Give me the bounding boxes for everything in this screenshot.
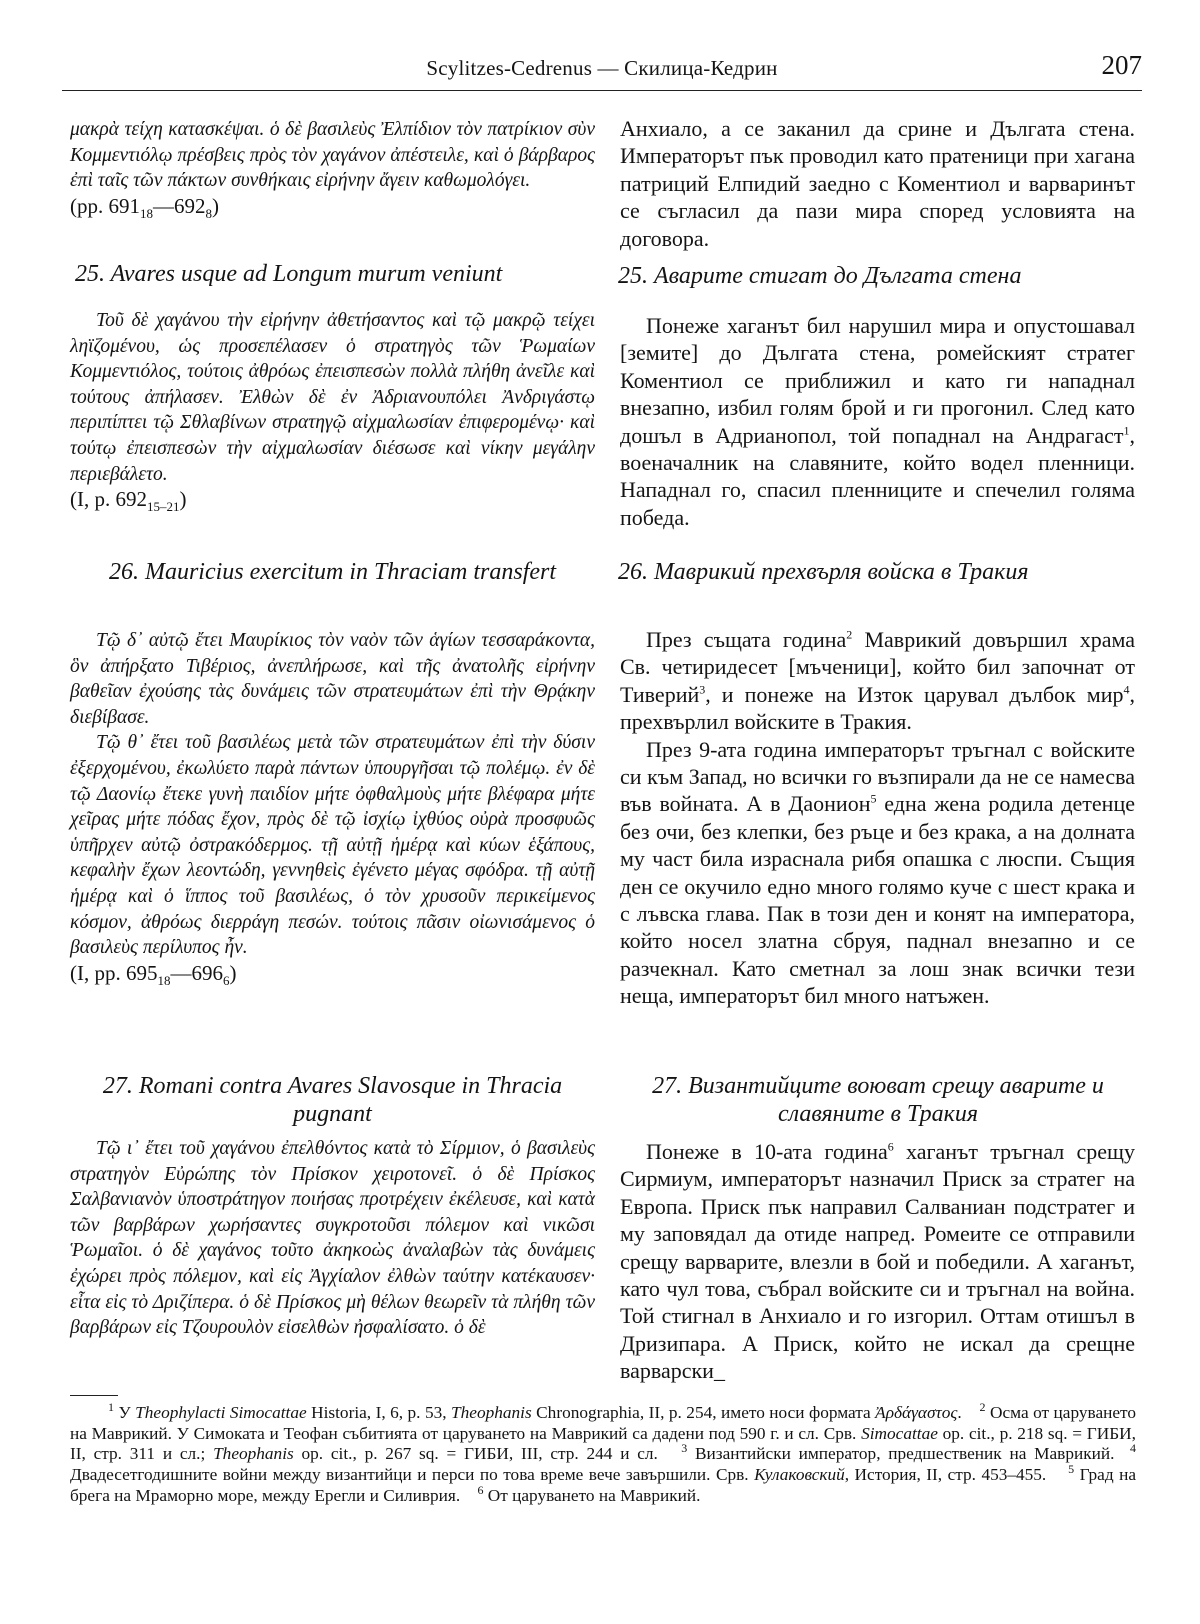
- bulgarian-section-26-para-1: През същата година$^2$ Маврикий довършил храма Св. четиридесет [мъченици], който бил започнат от Тиверий$^3$, и понеже на Изток царувал дълбок мир$^4$, прехвърлил войските в Тракия.: [620, 627, 1135, 735]
- bulgarian-intro-text: Анхиало, а се заканил да срине и Дългата стена. Императорът пък проводил като пратеници при хагана патриций Елпидий заедно с Коментиол и варваринът се съгласил да пази мира според условията на договора.: [620, 116, 1135, 251]
- section-25-bulgarian-title: 25. Аварите стигат до Дългата стена: [618, 263, 1022, 289]
- bulgarian-section-26-para-2: През 9-ата година императорът тръгнал с войските си към Запад, но всички го възпирали да не се намесва във войната. А в Даонион$^5$ една жена родила детенце без очи, без клепки, без ръце и без крака, а на долната му част била израснала рибя опашка с люспи. Същия ден се окучило едно много голямо куче с шест крака и с лъвска глава. Пак в този ден и конят на императора, който носел златна сбруя, паднал внезапно и се разчекнал. Като сметнал за лош знак всички тези неща, императорът бил много натъжен.: [620, 736, 1135, 1009]
- greek-section-26-para-1: Τῷ δ᾽ αὐτῷ ἔτει Μαυρίκιος τὸν ναὸν τῶν ἁγίων τεσσαράκοντα, ὃν ἀπήρξατο Τιβέριος, ἀνεπλήρωσε, καὶ τῆς ἀνατολῆς εἰρήνην βαθεῖαν ἐχούσης τὰς δυνάμεις τῶν στρατευμάτων ἐπὶ τὴν Θρᾴκην διεβίβασε.: [70, 630, 595, 728]
- bulgarian-section-27: [620, 1138, 1135, 1385]
- footnote-2-number: 2: [979, 1400, 986, 1415]
- greek-intro-reference: (pp. $691_{18}—692_8$): [70, 193, 219, 221]
- running-title: Scylitzes-Cedrenus — Скилица-Кедрин: [426, 56, 778, 80]
- footnote-marker-1: 1: [1123, 423, 1130, 438]
- footnote-marker-2: 2: [846, 627, 853, 642]
- section-25-latin-title: 25. Avares usque ad Longum murum veniunt: [75, 261, 503, 287]
- page-number: 207: [1101, 50, 1142, 80]
- greek-section-25: [70, 308, 595, 519]
- greek-section-26-para-2: Τῷ θ᾽ ἔτει τοῦ βασιλέως μετὰ τῶν στρατευμάτων ἐπὶ τὴν δύσιν ἐξερχομένου, ἐκωλύετο παρὰ πάντων ὑπουργῆσαι τῷ πολέμῳ. ἐν δὲ τῷ Δαονίῳ ἔτεκε γυνὴ παιδίον μήτε ὀφθαλμοὺς μήτε βλέφαρα μήτε χεῖρας μήτε πόδας ἔχον, πρὸς δὲ τῷ ἰσχίῳ ἰχθύος οὐρὰ προσφυῶς ὑπῆρχεν αὐτῷ ὀστρακόδερμος. τῇ αὐτῇ ἡμέρᾳ καὶ κύων ἑξάπους, κεφαλὴν ἔχων λεοντώδη, γεννηθεὶς ἐγένετο μέγας σφόδρα. τῇ αὐτῇ ἡμέρᾳ καὶ ὁ ἵππος τοῦ βασιλέως, ὁ τὸν χρυσοῦν περικείμενος κόσμον, ἀθρόως διερράγη πεσών. τούτοις πᾶσιν οἰωνισάμενος ὁ βασιλεὺς περίλυπος ἦν.: [70, 732, 595, 959]
- greek-intro-text: μακρὰ τείχη κατασκέψαι. ὁ δὲ βασιλεὺς Ἐλπίδιον τὸν πατρίκιον σὺν Κομμεντιόλῳ πρέσβεις πρὸς τὸν χαγάνον ἀπέστειλε, καὶ ὁ βάρβαρος ἐπὶ ταῖς τῶν πάκτων συνθήκαις εἰρήνην ἄγειν καθωμολόγει.: [70, 119, 595, 192]
- bulgarian-section-26: [620, 626, 1135, 1010]
- bulgarian-intro: [620, 115, 1135, 252]
- greek-section-25-text: Τοῦ δὲ χαγάνου τὴν εἰρήνην ἀθετήσαντος καὶ τῷ μακρῷ τείχει ληϊζομένου, ὡς προσεπέλασεν ὁ στρατηγὸς τῶν Ῥωμαίων Κομμεντιόλος, τούτοις ἀθρόως ἐπεισπεσὼν πολλὰ πλήθη ἀνεῖλε καὶ τούτους ἀπήλασεν. Ἐλθὼν δὲ ἐν Ἀδριανουπόλει Ἀνδριγάστῳ περιπίπτει τῷ Σθλαβίνων στρατηγῷ αἰχμαλωσίαν ἐπιφερομένῳ· καὶ τούτῳ ἐπεισπεσὼν τὴν αἰχμαλωσίαν διέσωσε καὶ νίκην μεγάλην περιεβάλετο.: [70, 310, 595, 485]
- footnote-divider: [70, 1395, 118, 1396]
- footnote-5-number: 5: [1068, 1462, 1075, 1477]
- greek-intro: [70, 117, 595, 226]
- footnote-marker-3: 3: [699, 682, 706, 697]
- greek-section-27-text: Τῷ ι᾽ ἔτει τοῦ χαγάνου ἐπελθόντος κατὰ τὸ Σίρμιον, ὁ βασιλεὺς στρατηγὸν Εὐρώπης τὸν Πρίσκον χειροτονεῖ. ὁ δὲ Πρίσκος Σαλβανιανὸν ὑποστράτηγον ποιήσας προτρέχειν ἐκέλευσε, καὶ κατὰ τῶν βαρβάρων χωρήσαντες συγκροτοῦσι πόλεμον καὶ νικῶσι Ῥωμαῖοι. ὁ δὲ χαγάνος τοῦτο ἀκηκοὼς ἀναλαβὼν τὰς δυνάμεις ἐχώρει πρὸς πόλεμον, καὶ εἰς Ἀγχίαλον ἐλθὼν ταύτην κατέκαυσεν· εἶτα εἰς τὸ Δριζίπερα. ὁ δὲ Πρίσκος μὴ θέλων θεωρεῖν τὰ πλήθη τῶν βαρβάρων εἰς Τζουρουλὸν εἰσελθὼν ἠσφαλίσατο. ὁ δὲ: [70, 1138, 595, 1339]
- section-26-bulgarian-title: 26. Маврикий прехвърля войска в Тракия: [618, 559, 1029, 585]
- greek-section-27: [70, 1136, 595, 1341]
- page-header: [62, 50, 1142, 91]
- greek-section-25-reference: (I, p. $692_{15-21}$): [70, 487, 187, 515]
- greek-section-26: [70, 628, 595, 993]
- footnote-4-number: 4: [1130, 1441, 1137, 1456]
- footnote-marker-5: 5: [870, 792, 877, 807]
- section-26-latin-title: 26. Mauricius exercitum in Thraciam transfert: [108, 559, 557, 585]
- footnotes: [70, 1400, 1137, 1507]
- bulgarian-section-25: [620, 312, 1135, 531]
- footnotes-text: $^1$ У Theophylacti Simocattae Historia, I, 6, p. 53, Theophanis Chronographia, II, p. 254, името носи формата Ἀρδάγαστος. $^2$ Осма от царуването на Маврикий. У Симоката и Теофан събитията от царуването на Маврикий са дадени под 590 г. и сл. Срв. Simocattae op. cit., p. 218 sq. = ГИБИ, II, стр. 311 и сл.; Theophanis op. cit., p. 267 sq. = ГИБИ, III, стр. 244 и сл. $^3$ Византийски император, предшественик на Маврикий. $^4$ Двадесетгодишните войни между византийци и перси по това време вече завършили. Срв. Кулаковский, История, II, стр. 453–455. $^5$ Град на брега на Мраморно море, между Ерегли и Силиврия. $^6$ От царуването на Маврикий.: [70, 1400, 1137, 1505]
- footnote-6-number: 6: [477, 1483, 484, 1498]
- footnote-marker-6: 6: [887, 1139, 894, 1154]
- greek-section-26-reference: (I, pp. $695_{18}—696_6$): [70, 960, 237, 988]
- bulgarian-section-25-text: Понеже хаганът бил нарушил мира и опустошавал [земите] до Дългата стена, ромейският стратег Коментиол се приближил и като ги нападнал внезапно, избил голям брой и ги прогонил. След като дошъл в Адрианопол, той попаднал на Андрагаст$^1$, военачалник на славяните, който водел пленници. Нападнал го, спасил пленниците и спечелил голяма победа.: [620, 313, 1135, 530]
- bulgarian-section-27-text: Понеже в 10-ата година$^6$ хаганът тръгнал срещу Сирмиум, императорът назначил Приск за стратег на Европа. Приск пък направил Салваниан подстратег и му заповядал да отиде напред. Ромеите се отправили срещу варварите, влезли в бой и победили. А хаганът, като чул това, събрал войските си и тръгнал на война. Той стигнал в Анхиало и го изгорил. Оттам отишъл в Дризипара. А Приск, който не искал да срещне варварски_: [620, 1139, 1135, 1384]
- section-27-bulgarian-title: 27. Византийците воюват срещу аварите и славяните в Тракия: [652, 1073, 1104, 1127]
- section-27-latin-title: 27. Romani contra Avares Slavosque in Thracia pugnant: [102, 1073, 563, 1127]
- footnote-1-number: 1: [108, 1400, 114, 1415]
- footnote-3-number: 3: [681, 1441, 688, 1456]
- footnote-marker-4: 4: [1123, 682, 1130, 697]
